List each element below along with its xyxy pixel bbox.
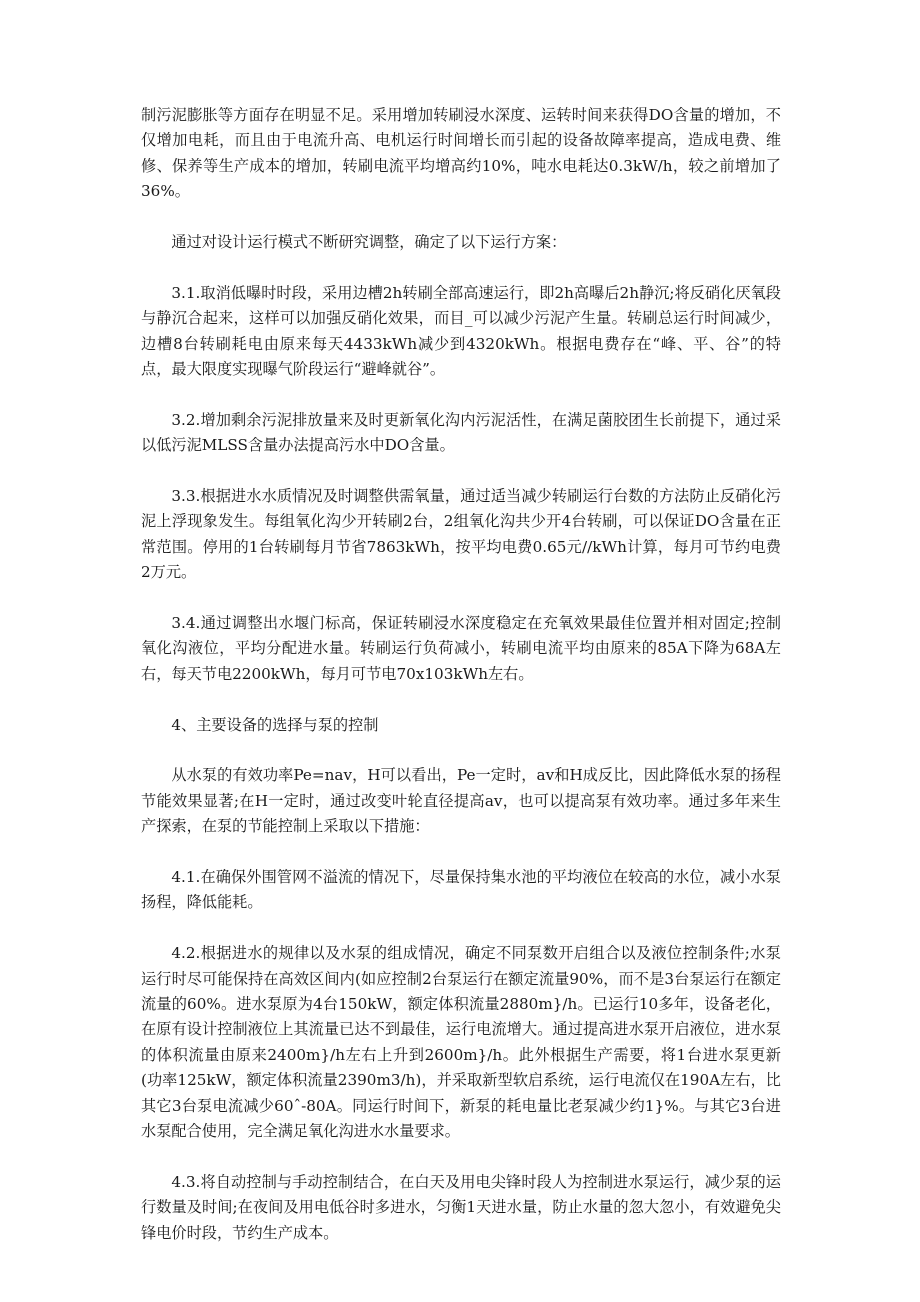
paragraph-3-1: 3.1.取消低曝时时段，采用边槽2h转刷全部高速运行，即2h高曝后2h静沉;将反硝化厌氧段与静沉合起来，这样可以加强反硝化效果，而目_可以减少污泥产生量。转刷总运行时间减少，边槽8台转刷耗电由原来每天4433kWh减少到4320kWh。根据电费存在“峰、平、谷”的特点，最大限度实现曝气阶段运行“避峰就谷”。 (141, 283, 781, 379)
paragraph-intro-plan: 通过对设计运行模式不断研究调整，确定了以下运行方案： (171, 233, 567, 252)
paragraph-continuation: 制污泥膨胀等方面存在明显不足。采用增加转刷浸水深度、运转时间来获得DO含量的增加，不仅增加电耗，而且由于电流升高、电机运行时间增长而引起的设备故障率提高，造成电费、维修、保养等生产成本的增加，转刷电流平均增高约10%，吨水电耗达0.3kW/h，较之前增加了36%。 (141, 106, 781, 201)
paragraph-3-2: 3.2.增加剩余污泥排放量来及时更新氧化沟内污泥活性，在满足菌胶团生长前提下，通过采以低污泥MLSS含量办法提高污水中DO含量。 (141, 410, 781, 455)
paragraph-4-3: 4.3.将自动控制与手动控制结合，在白天及用电尖锋时段人为控制进水泵运行，减少泵的运行数量及时间;在夜间及用电低谷时多进水，匀衡1天进水量，防止水量的忽大忽小，有效避免尖锋电价时段，节约生产成本。 (141, 1172, 781, 1242)
paragraph-4-2: 4.2.根据进水的规律以及水泵的组成情况，确定不同泵数开启组合以及液位控制条件;水泵运行时尽可能保持在高效区间内(如应控制2台泵运行在额定流量90%，而不是3台泵运行在额定流量的60%。进水泵原为4台150kW，额定体积流量2880m}/h。已运行10多年，设备老化，在原有设计控制液位上其流量已达不到最佳，运行电流增大。通过提高进水泵开启液位，进水泵的体积流量由原来2400m}/h左右上升到2600m}/h。此外根据生产需要，将1台进水泵更新(功率125kW，额定体积流量2390m3/h)，并采取新型软启系统，运行电流仅在190A左右，比其它3台泵电流减少60ˆ-80A。同运行时间下，新泵的耗电量比老泵减少约1}%。与其它3台进水泵配合使用，完全满足氧化沟进水水量要求。 (141, 944, 781, 1141)
paragraph-4-1: 4.1.在确保外围管网不溢流的情况下，尽量保持集水池的平均液位在较高的水位，减小水泵扬程，降低能耗。 (141, 868, 781, 912)
paragraph-3-4: 3.4.通过调整出水堰门标高，保证转刷浸水深度稳定在充氧效果最佳位置并相对固定;控制氧化沟液位，平均分配进水量。转刷运行负荷减小，转刷电流平均由原来的85A下降为68A左右，每天节电2200kWh，每月可节电70x103kWh左右。 (141, 614, 781, 683)
paragraph-3-3: 3.3.根据进水水质情况及时调整供需氧量，通过适当减少转刷运行台数的方法防止反硝化污泥上浮现象发生。每组氧化沟少开转刷2台，2组氧化沟共少开4台转刷，可以保证DO含量在正常范围。停用的1台转刷每月节省7863kWh，按平均电费0.65元//kWh计算，每月可节约电费2万元。 (141, 487, 781, 582)
document-body (141, 103, 781, 1246)
section-heading-4: 4、主要设备的选择与泵的控制 (171, 715, 379, 734)
paragraph-pump-power: 从水泵的有效功率Pe=nav，H可以看出，Pe一定时，av和H成反比，因此降低水泵的扬程节能效果显著;在H一定时，通过改变叶轮直径提高av，也可以提高泵有效功率。通过多年来生产探索，在泵的节能控制上采取以下措施： (141, 766, 781, 836)
